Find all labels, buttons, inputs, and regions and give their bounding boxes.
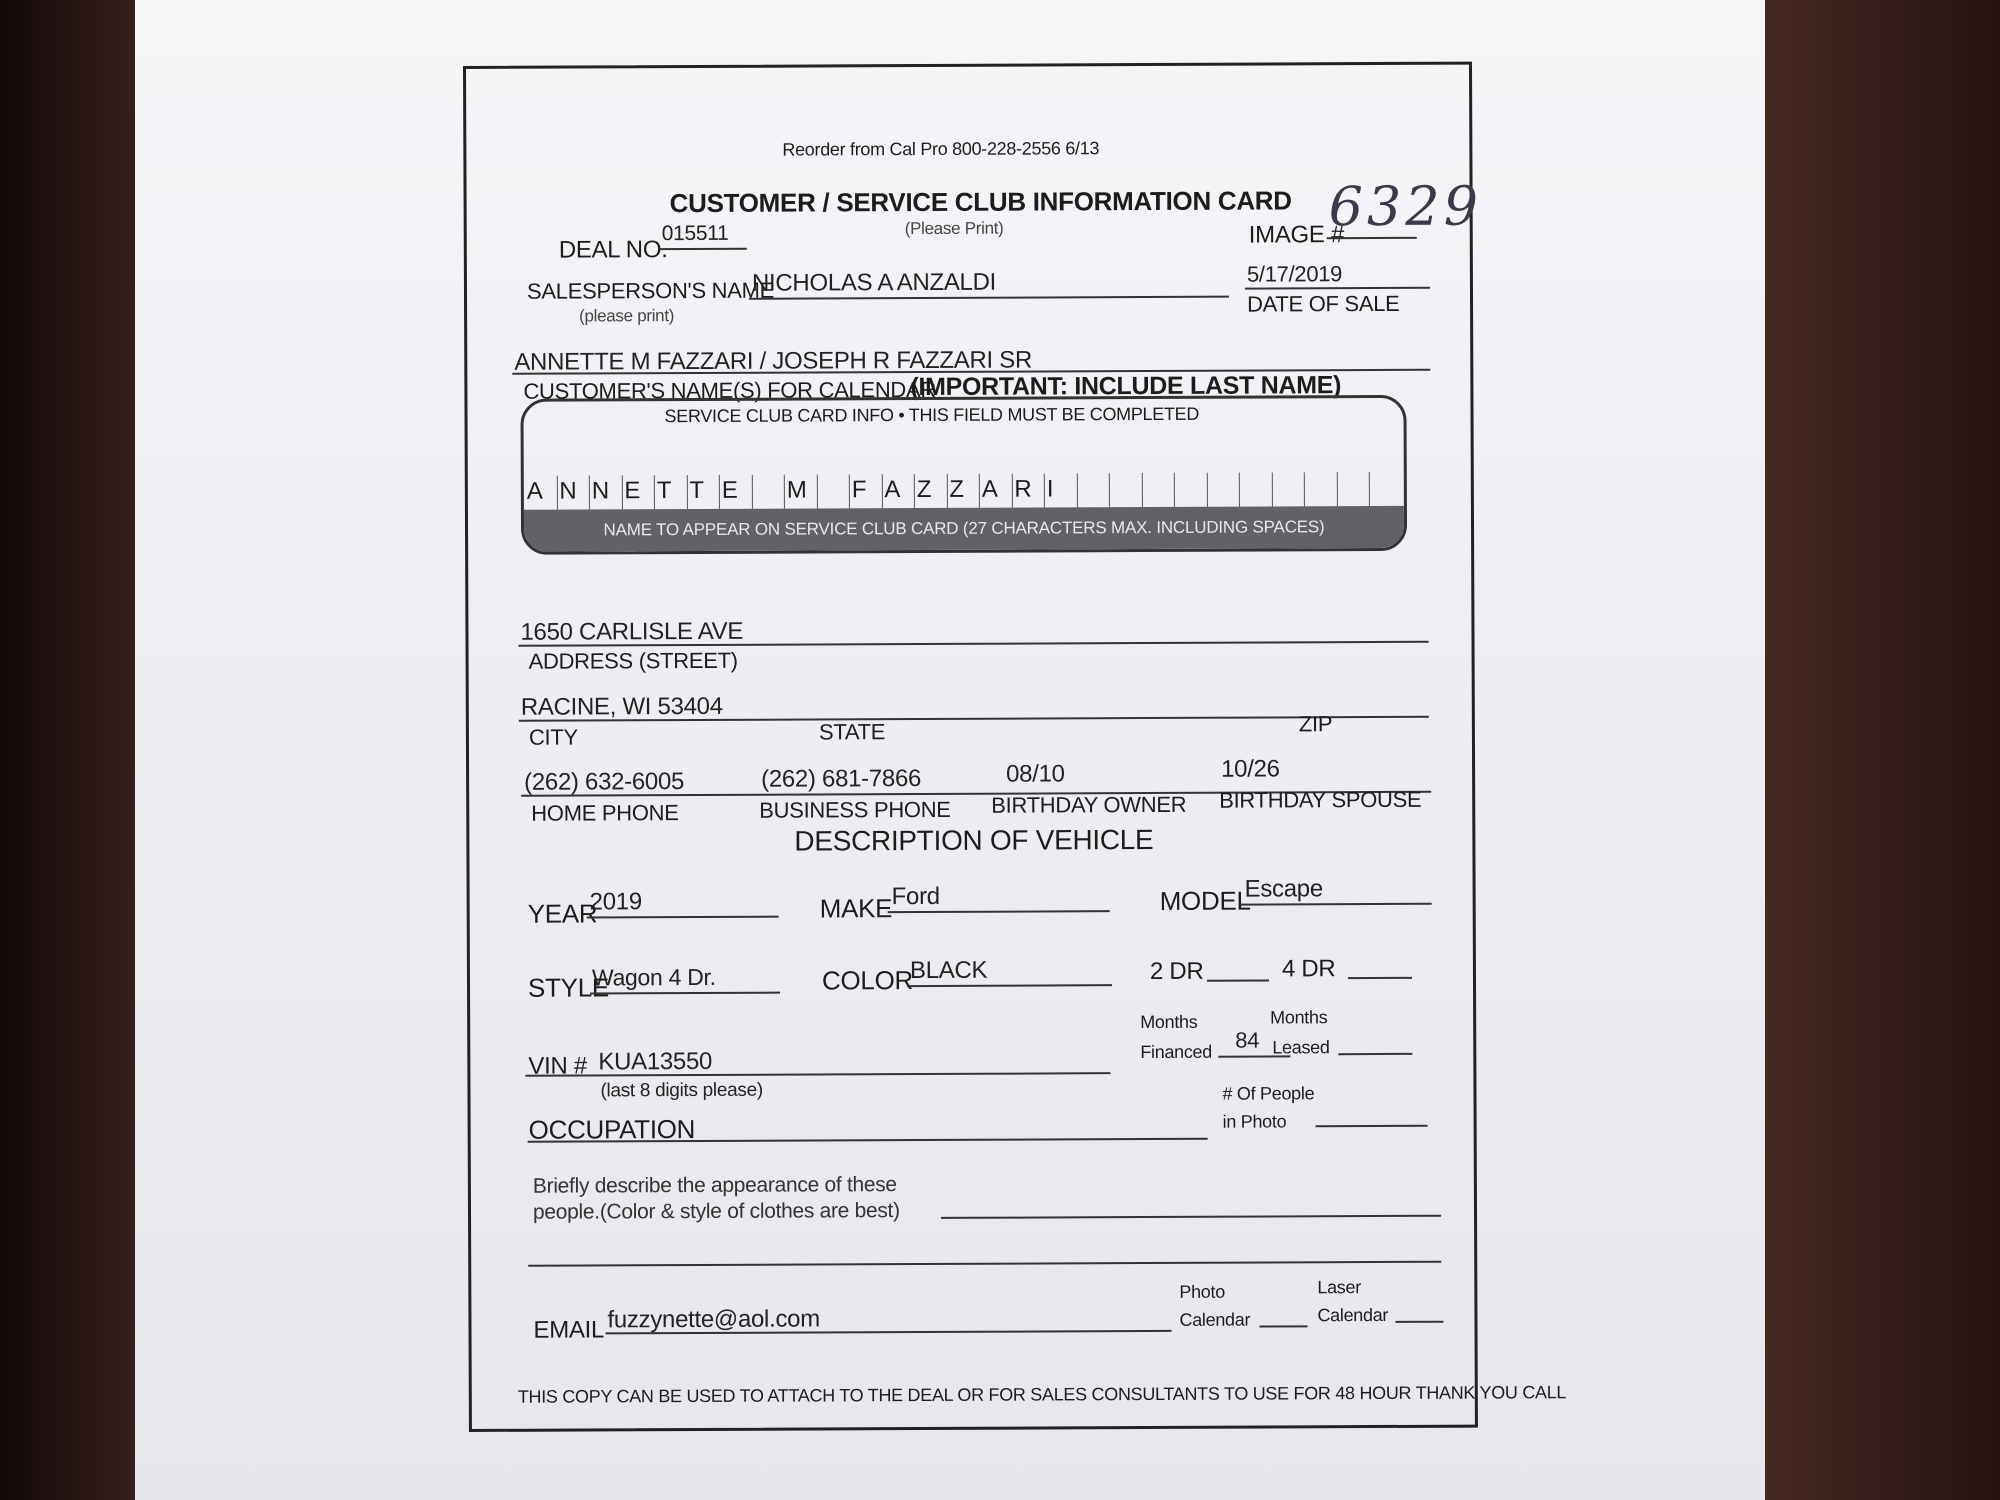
laser-calendar-label: Calendar [1317,1304,1389,1326]
style-label: STYLE [527,972,609,1003]
describe-line-2[interactable] [528,1261,1441,1267]
model-value[interactable]: Escape [1244,875,1323,903]
paper-sheet [135,0,1765,1500]
birthday-spouse-value[interactable]: 10/26 [1221,755,1280,783]
service-club-card-field[interactable] [520,395,1407,555]
service-club-character: N [591,477,610,505]
salesperson-value[interactable]: NICHOLAS A ANZALDI [751,268,997,297]
footer-note: THIS COPY CAN BE USED TO ATTACH TO THE DEAL OR FOR SALES CONSULTANTS TO USE FOR 48 HOUR THANK YOU CALL [517,1382,1567,1407]
please-print-note: (Please Print) [904,218,1004,239]
character-box-divider [881,474,882,508]
date-of-sale-value[interactable]: 5/17/2019 [1246,261,1343,287]
character-box-divider [816,474,817,508]
style-line [590,992,780,995]
business-phone-label: BUSINESS PHONE [759,796,951,823]
people-in-photo-line[interactable] [1316,1125,1428,1127]
desk-background-left [0,0,150,1500]
reorder-note: Reorder from Cal Pro 800-228-2556 6/13 [782,138,1100,160]
four-door-label: 4 DR [1281,955,1336,983]
people-in-photo-label-2: in Photo [1222,1111,1287,1132]
character-box-divider [946,474,947,508]
character-box-divider [1271,472,1272,506]
date-of-sale-line [1245,287,1430,290]
service-club-character: M [786,476,807,504]
photo-label: Photo [1179,1281,1225,1302]
address-value[interactable]: 1650 CARLISLE AVE [520,617,744,646]
birthday-owner-value[interactable]: 08/10 [1006,760,1065,788]
service-club-character: A [884,476,901,504]
customer-names-value[interactable]: ANNETTE M FAZZARI / JOSEPH R FAZZARI SR [514,346,1033,376]
year-label: YEAR [527,898,598,929]
describe-text-2: people.(Color & style of clothes are best) [532,1199,900,1224]
character-box-divider [1369,472,1370,506]
months-financed-value[interactable]: 84 [1235,1027,1260,1053]
character-box-divider [784,475,785,509]
service-club-footer: NAME TO APPEAR ON SERVICE CLUB CARD (27 CHARACTERS MAX. INCLUDING SPACES) [524,506,1404,552]
people-in-photo-label-1: # Of People [1222,1083,1315,1104]
service-club-header: SERVICE CLUB CARD INFO • THIS FIELD MUST BE COMPLETED [664,403,1200,427]
state-label: STATE [818,719,886,745]
photo-calendar-label: Calendar [1179,1309,1251,1330]
email-value[interactable]: fuzzynette@aol.com [607,1305,820,1334]
business-phone-value[interactable]: (262) 681-7866 [761,765,922,793]
character-box-divider [686,475,687,509]
character-box-divider [621,475,622,509]
image-no-label: IMAGE # [1248,221,1345,249]
months-label-leased: Months [1270,1007,1328,1028]
photo-calendar-line[interactable] [1260,1325,1308,1327]
zip-label: ZIP [1298,711,1333,737]
service-club-character: N [559,477,577,505]
home-phone-value[interactable]: (262) 632-6005 [524,768,685,796]
important-note: (IMPORTANT: INCLUDE LAST NAME) [910,371,1342,402]
service-club-character: A [981,475,998,503]
service-club-character: Z [916,475,932,504]
style-value[interactable]: Wagon 4 Dr. [591,963,716,991]
laser-calendar-line[interactable] [1395,1321,1443,1323]
character-boxes [524,470,1404,510]
occupation-label: OCCUPATION [528,1113,696,1145]
make-label: MAKE [819,893,893,924]
customer-names-label: CUSTOMER'S NAME(S) FOR CALENDAR [523,376,937,404]
vin-value[interactable]: KUA13550 [598,1047,713,1076]
two-door-label: 2 DR [1149,957,1204,986]
deal-no-label: DEAL NO. [558,236,668,264]
address-label: ADDRESS (STREET) [528,647,738,674]
character-box-divider [719,475,720,509]
vehicle-heading: DESCRIPTION OF VEHICLE [794,823,1154,857]
color-label: COLOR [821,965,914,996]
leased-line[interactable] [1338,1053,1412,1055]
character-box-divider [1206,473,1207,507]
email-label: EMAIL [533,1316,605,1344]
please-print-lower: (please print) [579,306,675,326]
character-box-divider [849,474,850,508]
laser-label: Laser [1317,1277,1361,1298]
financed-label: Financed [1140,1041,1213,1063]
birthday-spouse-label: BIRTHDAY SPOUSE [1219,786,1422,813]
service-club-character: I [1046,475,1054,503]
home-phone-label: HOME PHONE [531,800,679,826]
character-box-divider [1304,472,1305,506]
character-box-divider [979,474,980,508]
two-door-line[interactable] [1207,979,1269,981]
service-club-character: E [624,477,641,505]
city-value[interactable]: RACINE, WI 53404 [520,692,723,721]
year-line [587,916,779,919]
four-door-line[interactable] [1348,977,1412,979]
image-no-handwritten[interactable]: 6329 [1328,174,1483,239]
service-club-character: R [1014,475,1032,503]
character-box-divider [589,475,590,509]
service-club-character: Z [949,475,965,503]
salesperson-label: SALESPERSON'S NAME [526,277,775,304]
service-club-character: E [721,476,738,504]
info-card-form [463,62,1567,1432]
desk-background-right [1740,0,2000,1500]
model-line [1240,903,1432,906]
birthday-owner-label: BIRTHDAY OWNER [991,791,1187,818]
city-label: CITY [528,724,578,750]
color-value[interactable]: BLACK [909,956,988,985]
character-box-divider [1174,473,1175,507]
year-value[interactable]: 2019 [589,888,642,916]
service-club-character: A [526,477,543,505]
date-of-sale-label: DATE OF SALE [1246,290,1400,317]
character-box-divider [1011,474,1012,508]
character-box-divider [1076,473,1077,507]
deal-no-value[interactable]: 015511 [661,221,729,246]
image-no-line [1327,237,1417,239]
deal-no-line [659,248,747,250]
months-label-financed: Months [1140,1011,1198,1033]
vin-hint: (last 8 digits please) [600,1079,763,1102]
describe-text-1: Briefly describe the appearance of these [532,1173,897,1198]
character-box-divider [751,475,752,509]
service-club-character: T [689,476,705,505]
character-box-divider [1239,473,1240,507]
model-label: MODEL [1159,885,1251,916]
service-club-character: T [656,477,672,505]
service-club-character: F [851,476,867,504]
character-box-divider [914,474,915,508]
make-line [888,910,1110,913]
character-box-divider [1141,473,1142,507]
character-box-divider [1336,472,1337,506]
vin-label: VIN # [528,1052,587,1080]
character-box-divider [1044,473,1045,507]
describe-line-1[interactable] [941,1215,1441,1219]
leased-label: Leased [1272,1037,1330,1058]
make-value[interactable]: Ford [891,882,940,911]
color-line [907,984,1112,987]
character-box-divider [556,476,557,510]
character-box-divider [1109,473,1110,507]
form-title: CUSTOMER / SERVICE CLUB INFORMATION CARD [669,185,1292,219]
character-box-divider [654,475,655,509]
